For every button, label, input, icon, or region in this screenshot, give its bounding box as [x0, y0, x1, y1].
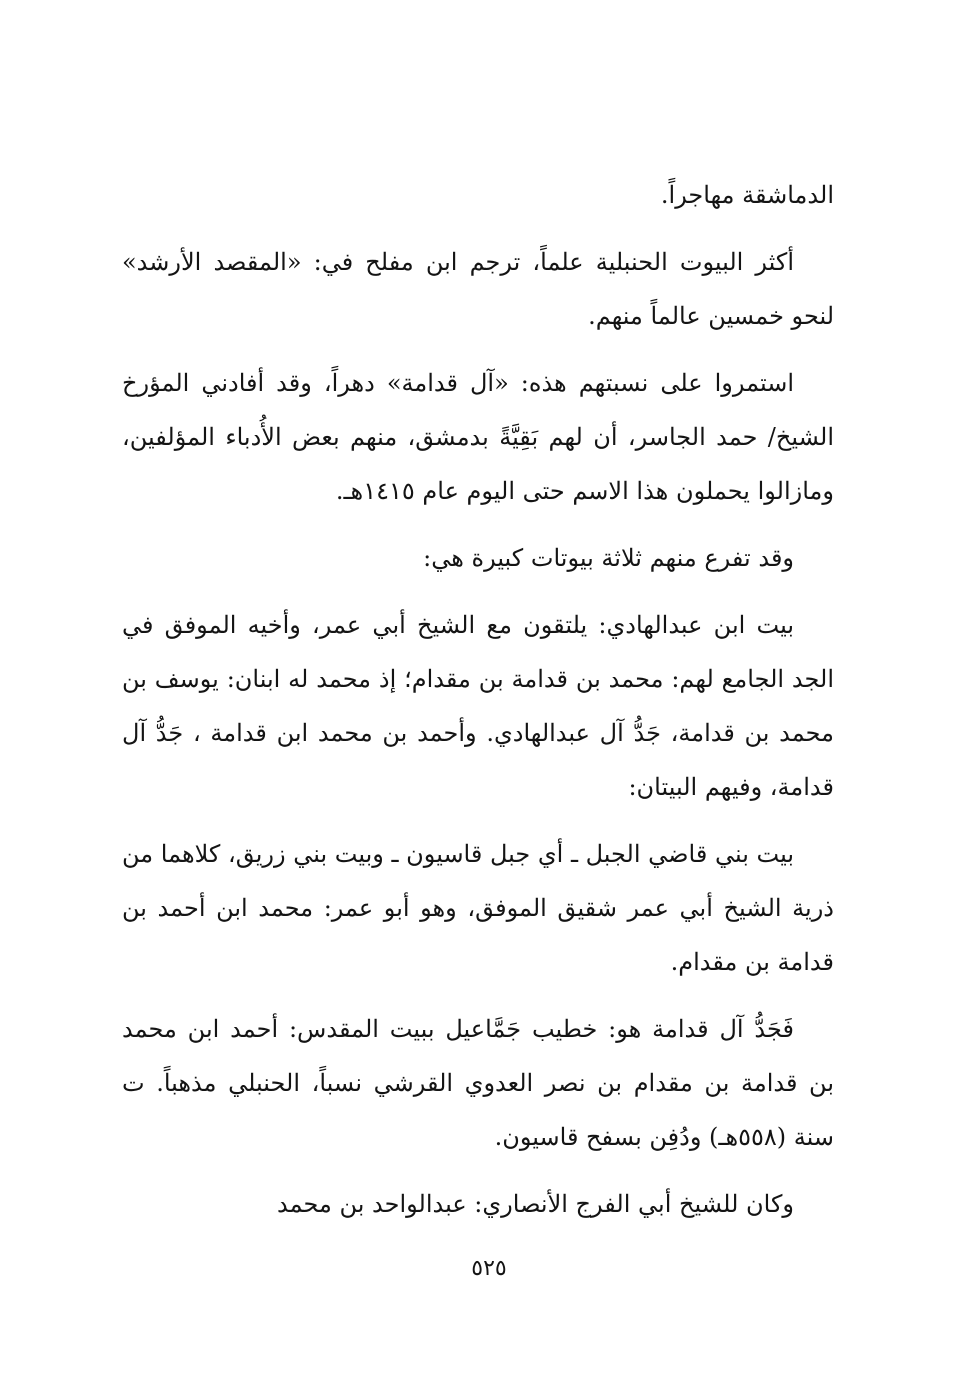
paragraph-6: بيت بني قاضي الجبل ـ أي جبل قاسيون ـ وبيت بني زريق، كلاهما من ذرية الشيخ أبي عمر شقيق الموفق، وهو أبو عمر: محمد ابن أحمد بن قدامة بن مقدام. — [122, 840, 834, 976]
body-text — [122, 168, 834, 1244]
page-number: ٥٢٥ — [471, 1256, 507, 1281]
paragraph-2: أكثر البيوت الحنبلية علماً، ترجم ابن مفلح في: «المقصد الأرشد» لنحو خمسين عالماً منهم. — [122, 248, 834, 330]
paragraph-1: الدماشقة مهاجراً. — [660, 181, 834, 209]
paragraph-8: وكان للشيخ أبي الفرج الأنصاري: عبدالواحد بن محمد — [277, 1190, 794, 1218]
paragraph-3: استمروا على نسبتهم هذه: «آل قدامة» دهراً، وقد أفادني المؤرخ الشيخ/ حمد الجاسر، أن لهم بَقِيَّةً بدمشق، منهم بعض الأُدباء المؤلفين، ومازالوا يحملون هذا الاسم حتى اليوم عام ١٤١٥هـ. — [122, 369, 834, 505]
paragraph-5: بيت ابن عبدالهادي: يلتقون مع الشيخ أبي عمر، وأخيه الموفق في الجد الجامع لهم: محمد بن قدامة بن مقدام؛ إذ محمد له ابنان: يوسف بن محمد بن قدامة، جَدُّ آل عبدالهادي. وأحمد بن محمد ابن قدامة ، جَدُّ آل قدامة، وفيهم البيتان: — [122, 611, 834, 801]
paragraph-4: وقد تفرع منهم ثلاثة بيوتات كبيرة هي: — [423, 544, 794, 572]
paragraph-7: فَجَدُّ آل قدامة هو: خطيب جَمَّاعيل ببيت المقدس: أحمد ابن محمد بن قدامة بن مقدام بن نصر العدوي القرشي نسباً، الحنبلي مذهباً. ت سنة (٥٥٨هـ) ودُفِن بسفح قاسيون. — [122, 1015, 834, 1151]
